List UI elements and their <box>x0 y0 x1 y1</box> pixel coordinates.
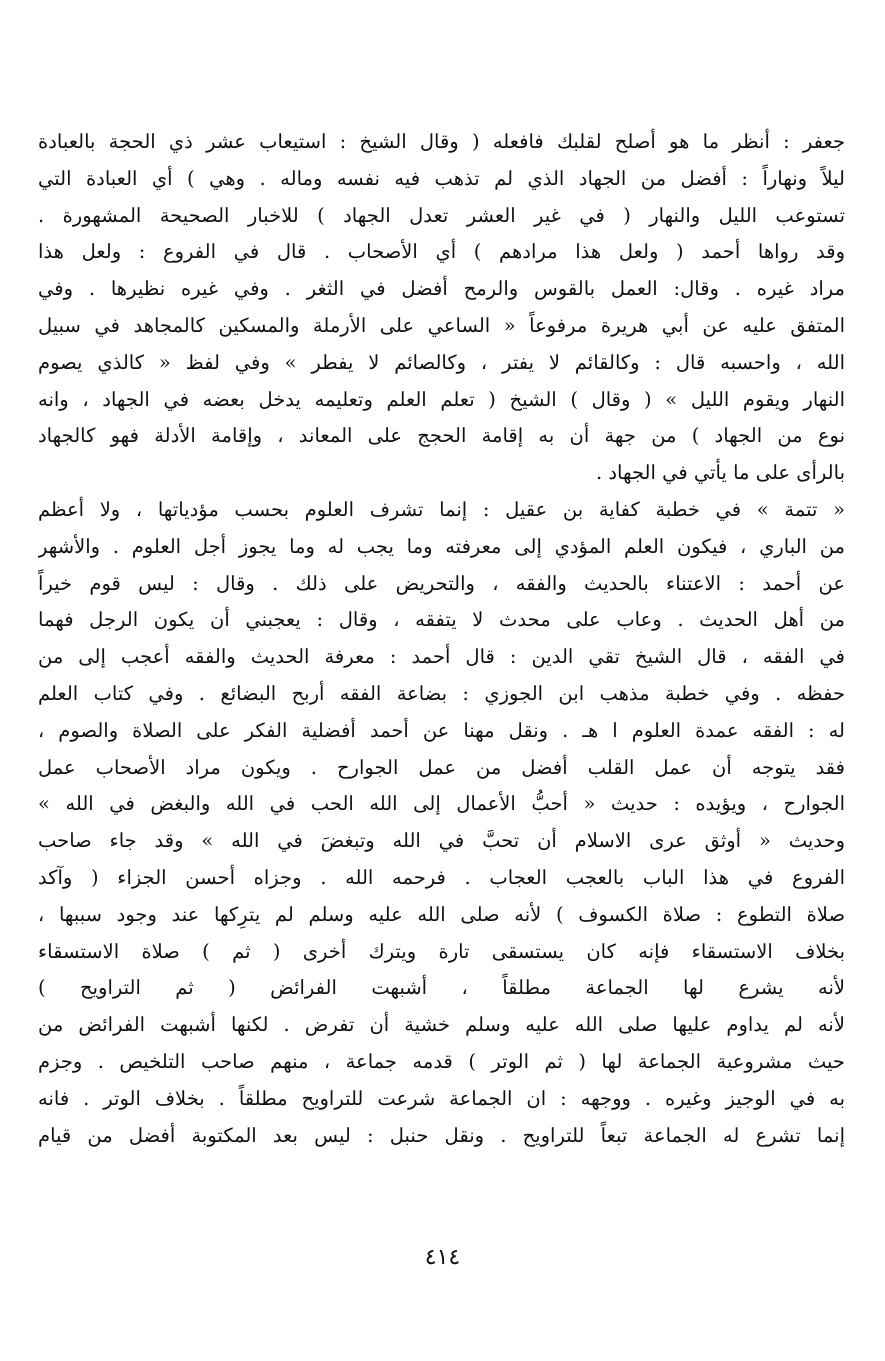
text-line: « تتمة » في خطبة كفاية بن عقيل : إنما تشرف العلوم بحسب مؤدياتها ، ولا أعظم <box>38 497 845 521</box>
text-line: عن أحمد : الاعتناء بالحديث والفقه ، والتحريض على ذلك . وقال : ليس قوم خيراً <box>38 571 845 595</box>
text-line: حفظه . وفي خطبة مذهب ابن الجوزي : بضاعة الفقه أربح البضائع . وفي كتاب العلم <box>38 681 845 705</box>
text-line: حيث مشروعية الجماعة لها ( ثم الوتر ) قدمه جماعة ، منهم صاحب التلخيص . وجزم <box>38 1049 845 1073</box>
text-line: المتفق عليه عن أبي هريرة مرفوعاً « الساعي على الأرملة والمسكين كالمجاهد في سبيل <box>38 313 845 337</box>
text-line: فقد يتوجه أن عمل القلب أفضل من عمل الجوارح . ويكون مراد الأصحاب عمل <box>38 755 845 779</box>
text-line: وقد رواها أحمد ( ولعل هذا مرادهم ) أي الأصحاب . قال في الفروع : ولعل هذا <box>38 240 845 264</box>
text-line: الله ، واحسبه قال : وكالقائم لا يفتر ، وكالصائم لا يفطر » وفي لفظ « كالذي يصوم <box>38 350 845 374</box>
text-line: النهار ويقوم الليل » ( وقال ) الشيخ ( تعلم العلم وتعليمه يدخل بعضه في الجهاد ، وانه <box>38 387 845 411</box>
text-line: ليلاً ونهاراً : أفضل من الجهاد الذي لم تذهب فيه نفسه وماله . وهي ) أي العبادة التي <box>38 166 845 190</box>
text-line: من الباري ، فيكون العلم المؤدي إلى معرفته وما يجب له وما يجوز أجل العلوم . والأشهر <box>38 534 845 558</box>
text-line: لأنه يشرع لها الجماعة مطلقاً ، أشبهت الفرائض ( ثم التراويح ) <box>38 976 845 1000</box>
text-line: في الفقه ، قال الشيخ تقي الدين : قال أحمد : معرفة الحديث والفقه أعجب إلى من <box>38 645 845 669</box>
text-line: لأنه لم يداوم عليها صلى الله عليه وسلم خشية أن تفرض . لكنها أشبهت الفرائض من <box>38 1013 845 1037</box>
text-line: به في الوجيز وغيره . ووجهه : ان الجماعة شرعت للتراويح مطلقاً . بخلاف الوتر . فانه <box>38 1086 845 1110</box>
text-line: تستوعب الليل والنهار ( في غير العشر تعدل الجهاد ) للاخبار الصحيحة المشهورة . <box>38 203 845 227</box>
text-line: نوع من الجهاد ) من جهة أن به إقامة الحجج على المعاند ، وإقامة الأدلة فهو كالجهاد <box>38 424 845 448</box>
text-line: له : الفقه عمدة العلوم ا هـ . ونقل مهنا عن أحمد أفضلية الفكر على الصلاة والصوم ، <box>38 718 845 742</box>
page-number: ٤١٤ <box>424 1245 461 1270</box>
paragraph-end-line: بالرأى على ما يأتي في الجهاد . <box>595 461 845 485</box>
text-line: جعفر : أنظر ما هو أصلح لقلبك فافعله ( وقال الشيخ : استيعاب عشر ذي الحجة بالعبادة <box>38 130 845 153</box>
text-line: الجوارح ، ويؤيده : حديث « أحبُّ الأعمال إلى الله الحب في الله والبغض في الله » <box>38 792 845 816</box>
text-line: من أهل الحديث . وعاب على محدث لا يتفقه ، وقال : يعجبني أن يكون الرجل فهما <box>38 608 845 632</box>
body-text <box>38 124 845 1154</box>
text-line: وحديث « أوثق عرى الاسلام أن تحبَّ في الله وتبغضَ في الله » وقد جاء صاحب <box>38 829 845 853</box>
text-line: صلاة التطوع : صلاة الكسوف ) لأنه صلى الله عليه وسلم لم يترِكها عند وجود سببها ، <box>38 902 845 926</box>
text-line: مراد غيره . وقال: العمل بالقوس والرمح أفضل في الثغر . وفي غيره نظيرها . وفي <box>38 277 845 301</box>
text-line: إنما تشرع له الجماعة تبعاً للتراويح . ونقل حنبل : ليس بعد المكتوبة أفضل من قيام <box>38 1123 845 1147</box>
text-line: بخلاف الاستسقاء فإنه كان يستسقى تارة ويترك أخرى ( ثم ) صلاة الاستسقاء <box>38 939 845 963</box>
text-line: الفروع في هذا الباب بالعجب العجاب . فرحمه الله . وجزاه أحسن الجزاء ( وآكد <box>38 865 845 889</box>
